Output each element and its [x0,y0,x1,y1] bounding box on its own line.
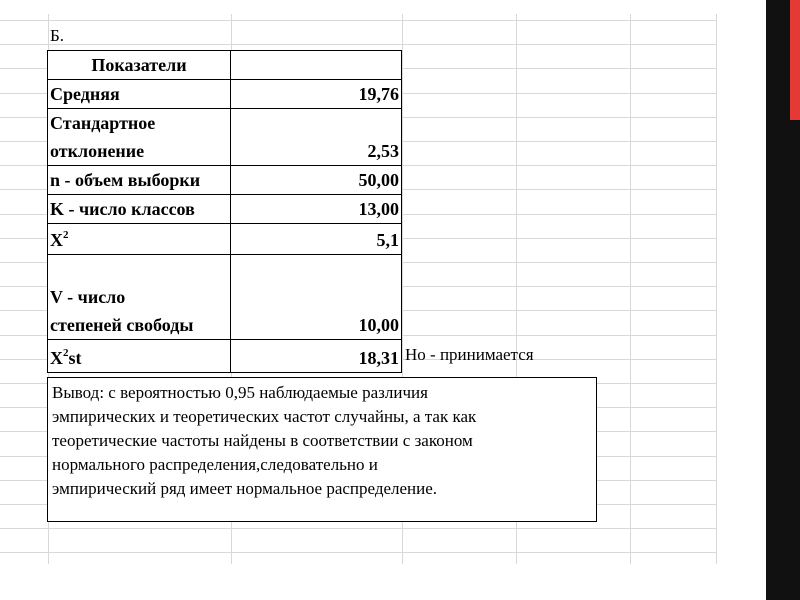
label-line: Стандартное [50,113,156,133]
table-row [48,255,402,340]
row-label[interactable] [48,109,231,166]
row-label[interactable] [48,255,231,340]
grid-row-line [0,528,716,529]
row-value[interactable]: 50,00 [231,166,402,195]
label-line: степеней свободы [50,315,194,335]
table-row [48,109,402,166]
right-accent-stripe [790,0,800,120]
label-base: X [50,348,63,368]
grid-row-line [0,552,716,553]
table-row [48,224,402,255]
row-value[interactable]: 18,31 [231,340,402,373]
section-label: Б. [50,26,65,45]
conclusion-textbox[interactable] [47,377,597,522]
conclusion-line: эмпирических и теоретических частот случайны, а так как [52,407,477,426]
label-line: V - число [50,287,126,307]
grid-row-line [0,20,716,21]
conclusion-line: теоретические частоты найдены в соответствии с законом [52,431,473,450]
header-cell[interactable]: Показатели [48,51,231,80]
grid-column-line [716,14,717,564]
row-label[interactable]: Средняя [48,80,231,109]
table-row [48,80,402,109]
label-base: X [50,230,63,250]
row-value[interactable]: 19,76 [231,80,402,109]
row-value[interactable]: 13,00 [231,195,402,224]
row-value[interactable]: 10,00 [231,255,402,340]
row-label[interactable]: K - число классов [48,195,231,224]
grid-column-line [630,14,631,564]
table-header-row [48,51,402,80]
statistics-table [47,50,402,373]
label-sup: 2 [63,229,69,241]
table-row [48,340,402,373]
row-label[interactable] [48,224,231,255]
hypothesis-note[interactable]: Но - принимается [405,345,534,364]
label-suffix: st [68,348,82,368]
row-label[interactable] [48,340,231,373]
header-empty-cell[interactable] [231,51,402,80]
label-line: отклонение [50,141,145,161]
conclusion-line: нормального распределения,следовательно и [52,455,378,474]
table-row [48,195,402,224]
conclusion-line: Вывод: с вероятностью 0,95 наблюдаемые различия [52,383,428,402]
conclusion-line: эмпирический ряд имеет нормальное распределение. [52,479,438,498]
row-value[interactable]: 2,53 [231,109,402,166]
row-label[interactable]: n - объем выборки [48,166,231,195]
label-sup: 2 [63,347,69,359]
table-row [48,166,402,195]
row-value[interactable]: 5,1 [231,224,402,255]
grid-row-line [0,44,716,45]
